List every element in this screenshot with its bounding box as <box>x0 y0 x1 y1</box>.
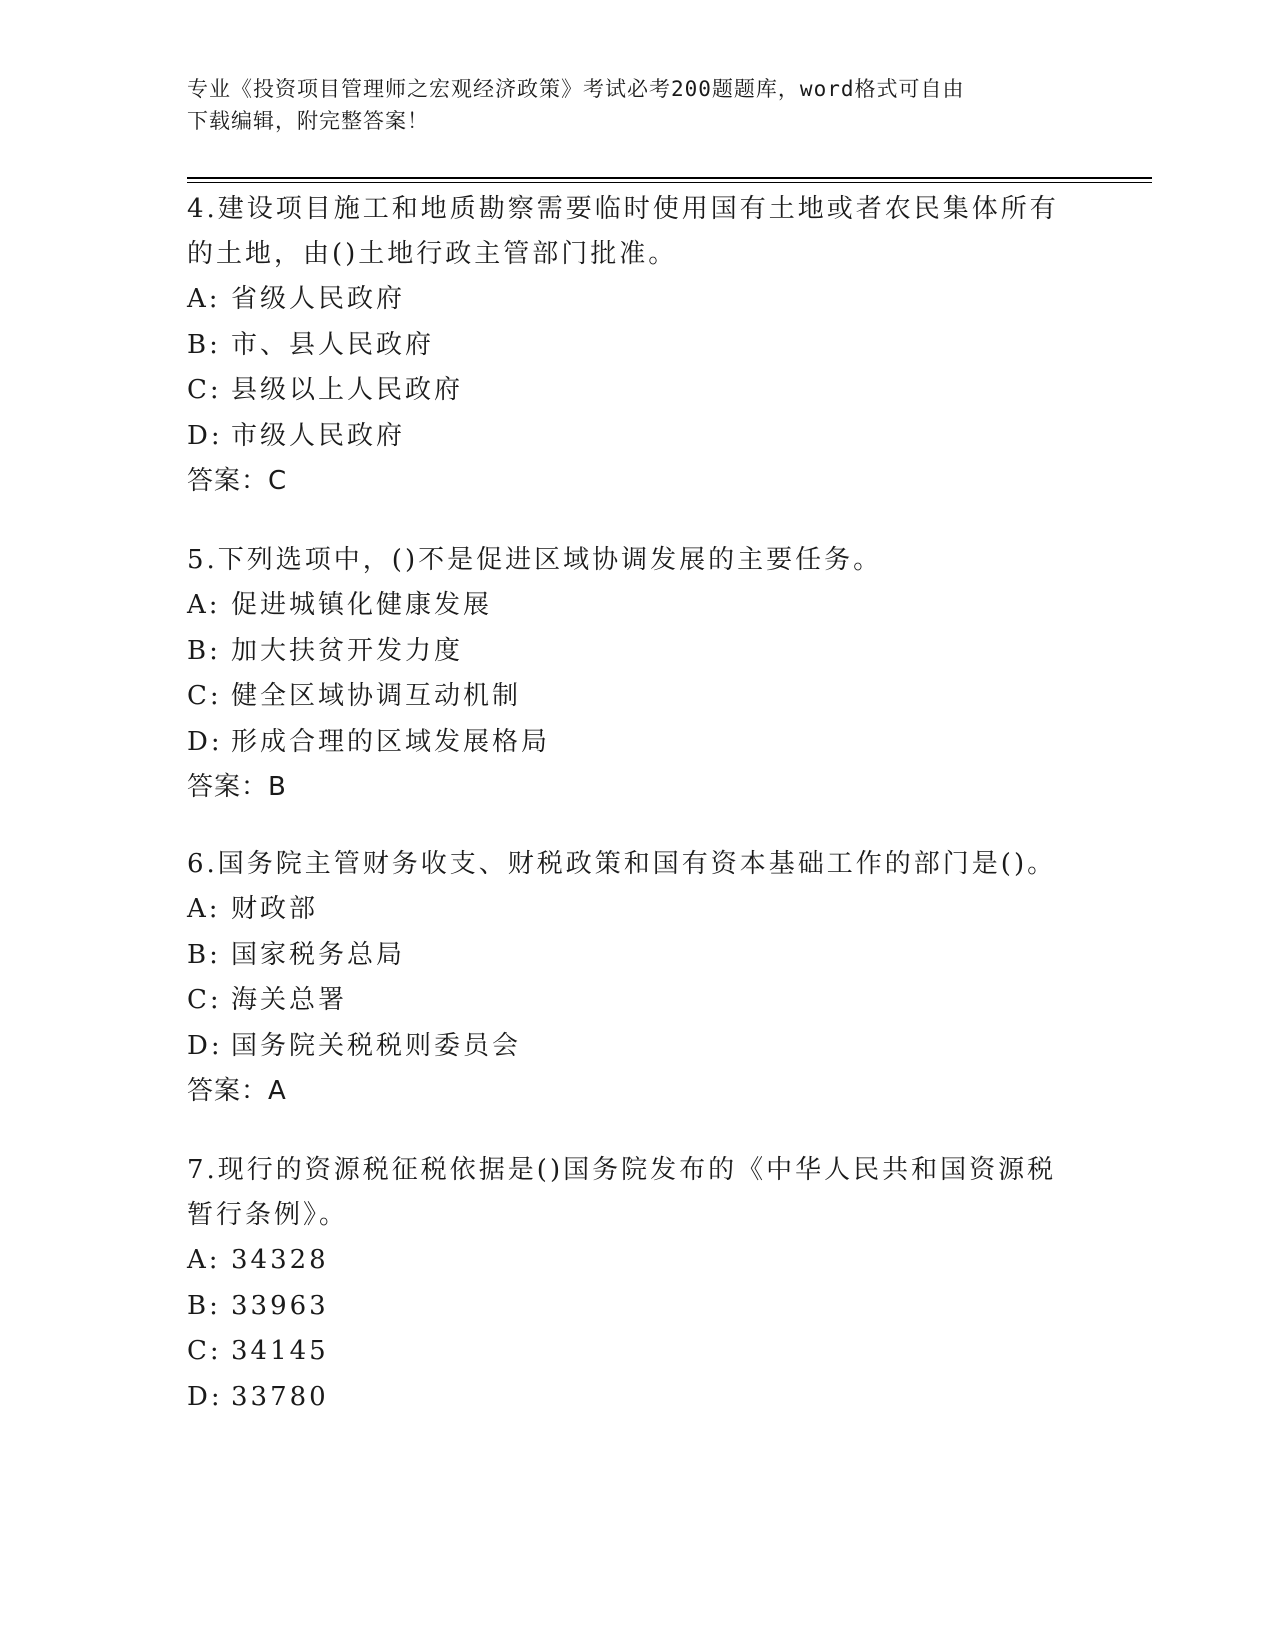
option-key: B: <box>187 635 221 666</box>
question-stem-line: 暂行条例》。 <box>187 1200 349 1230</box>
option-key: B: <box>187 329 221 360</box>
option-text: 33780 <box>231 1381 329 1412</box>
question-7 <box>187 1148 1107 1420</box>
option-key: C: <box>187 1336 222 1366</box>
option-d <box>187 1375 1107 1421</box>
option-c <box>187 368 1107 414</box>
option-key: A: <box>187 284 221 314</box>
question-stem-line: 7.现行的资源税征税依据是()国务院发布的《中华人民共和国资源税 <box>187 1155 1057 1185</box>
option-key: C: <box>187 681 222 711</box>
option-text: 34145 <box>231 1336 329 1366</box>
question-stem-line: 6.国务院主管财务收支、财税政策和国有资本基础工作的部门是()。 <box>187 849 1057 879</box>
option-text: 形成合理的区域发展格局 <box>231 726 551 757</box>
answer-line: 答案：A <box>187 1076 287 1106</box>
option-a <box>187 1238 1107 1284</box>
question-stem-line: 的土地，由()土地行政主管部门批准。 <box>187 239 678 269</box>
option-key: C: <box>187 375 222 405</box>
header-line-2: 下载编辑，附完整答案！ <box>187 109 429 133</box>
answer-line: 答案：C <box>187 466 288 496</box>
option-key: D: <box>187 1381 223 1412</box>
option-d <box>187 720 1107 766</box>
option-key: B: <box>187 1290 221 1321</box>
option-a <box>187 277 1107 323</box>
option-text: 34328 <box>231 1245 329 1275</box>
option-a <box>187 583 1107 629</box>
option-text: 财政部 <box>231 894 319 924</box>
option-b <box>187 1284 1107 1330</box>
option-key: D: <box>187 1030 223 1061</box>
option-a <box>187 887 1107 933</box>
option-key: C: <box>187 985 222 1015</box>
question-4 <box>187 187 1107 504</box>
option-text: 33963 <box>231 1290 329 1321</box>
option-b <box>187 323 1107 369</box>
document-header <box>187 73 1087 137</box>
option-key: A: <box>187 590 221 620</box>
option-c <box>187 1329 1107 1375</box>
option-key: D: <box>187 420 223 451</box>
option-key: B: <box>187 939 221 970</box>
option-b <box>187 933 1107 979</box>
header-divider-thin <box>187 182 1152 183</box>
answer-line: 答案：B <box>187 772 287 802</box>
option-text: 市、县人民政府 <box>231 329 435 360</box>
option-text: 加大扶贫开发力度 <box>231 635 464 666</box>
option-text: 县级以上人民政府 <box>231 375 464 405</box>
option-text: 海关总署 <box>231 985 348 1015</box>
option-d <box>187 414 1107 460</box>
question-6 <box>187 842 1107 1114</box>
option-text: 国务院关税税则委员会 <box>231 1030 522 1061</box>
option-text: 促进城镇化健康发展 <box>231 590 493 620</box>
option-text: 健全区域协调互动机制 <box>231 681 522 711</box>
question-5 <box>187 538 1107 810</box>
option-text: 国家税务总局 <box>231 939 406 970</box>
header-line-1: 专业《投资项目管理师之宏观经济政策》考试必考200题题库，word格式可自由 <box>187 77 965 101</box>
header-divider-thick <box>187 177 1152 179</box>
question-stem-line: 5.下列选项中，()不是促进区域协调发展的主要任务。 <box>187 545 883 575</box>
option-key: A: <box>187 1245 221 1275</box>
option-text: 省级人民政府 <box>231 284 406 314</box>
option-key: D: <box>187 726 223 757</box>
option-text: 市级人民政府 <box>231 420 406 451</box>
question-stem-line: 4.建设项目施工和地质勘察需要临时使用国有土地或者农民集体所有 <box>187 194 1059 224</box>
option-d <box>187 1024 1107 1070</box>
option-c <box>187 978 1107 1024</box>
option-b <box>187 629 1107 675</box>
option-key: A: <box>187 894 221 924</box>
option-c <box>187 674 1107 720</box>
